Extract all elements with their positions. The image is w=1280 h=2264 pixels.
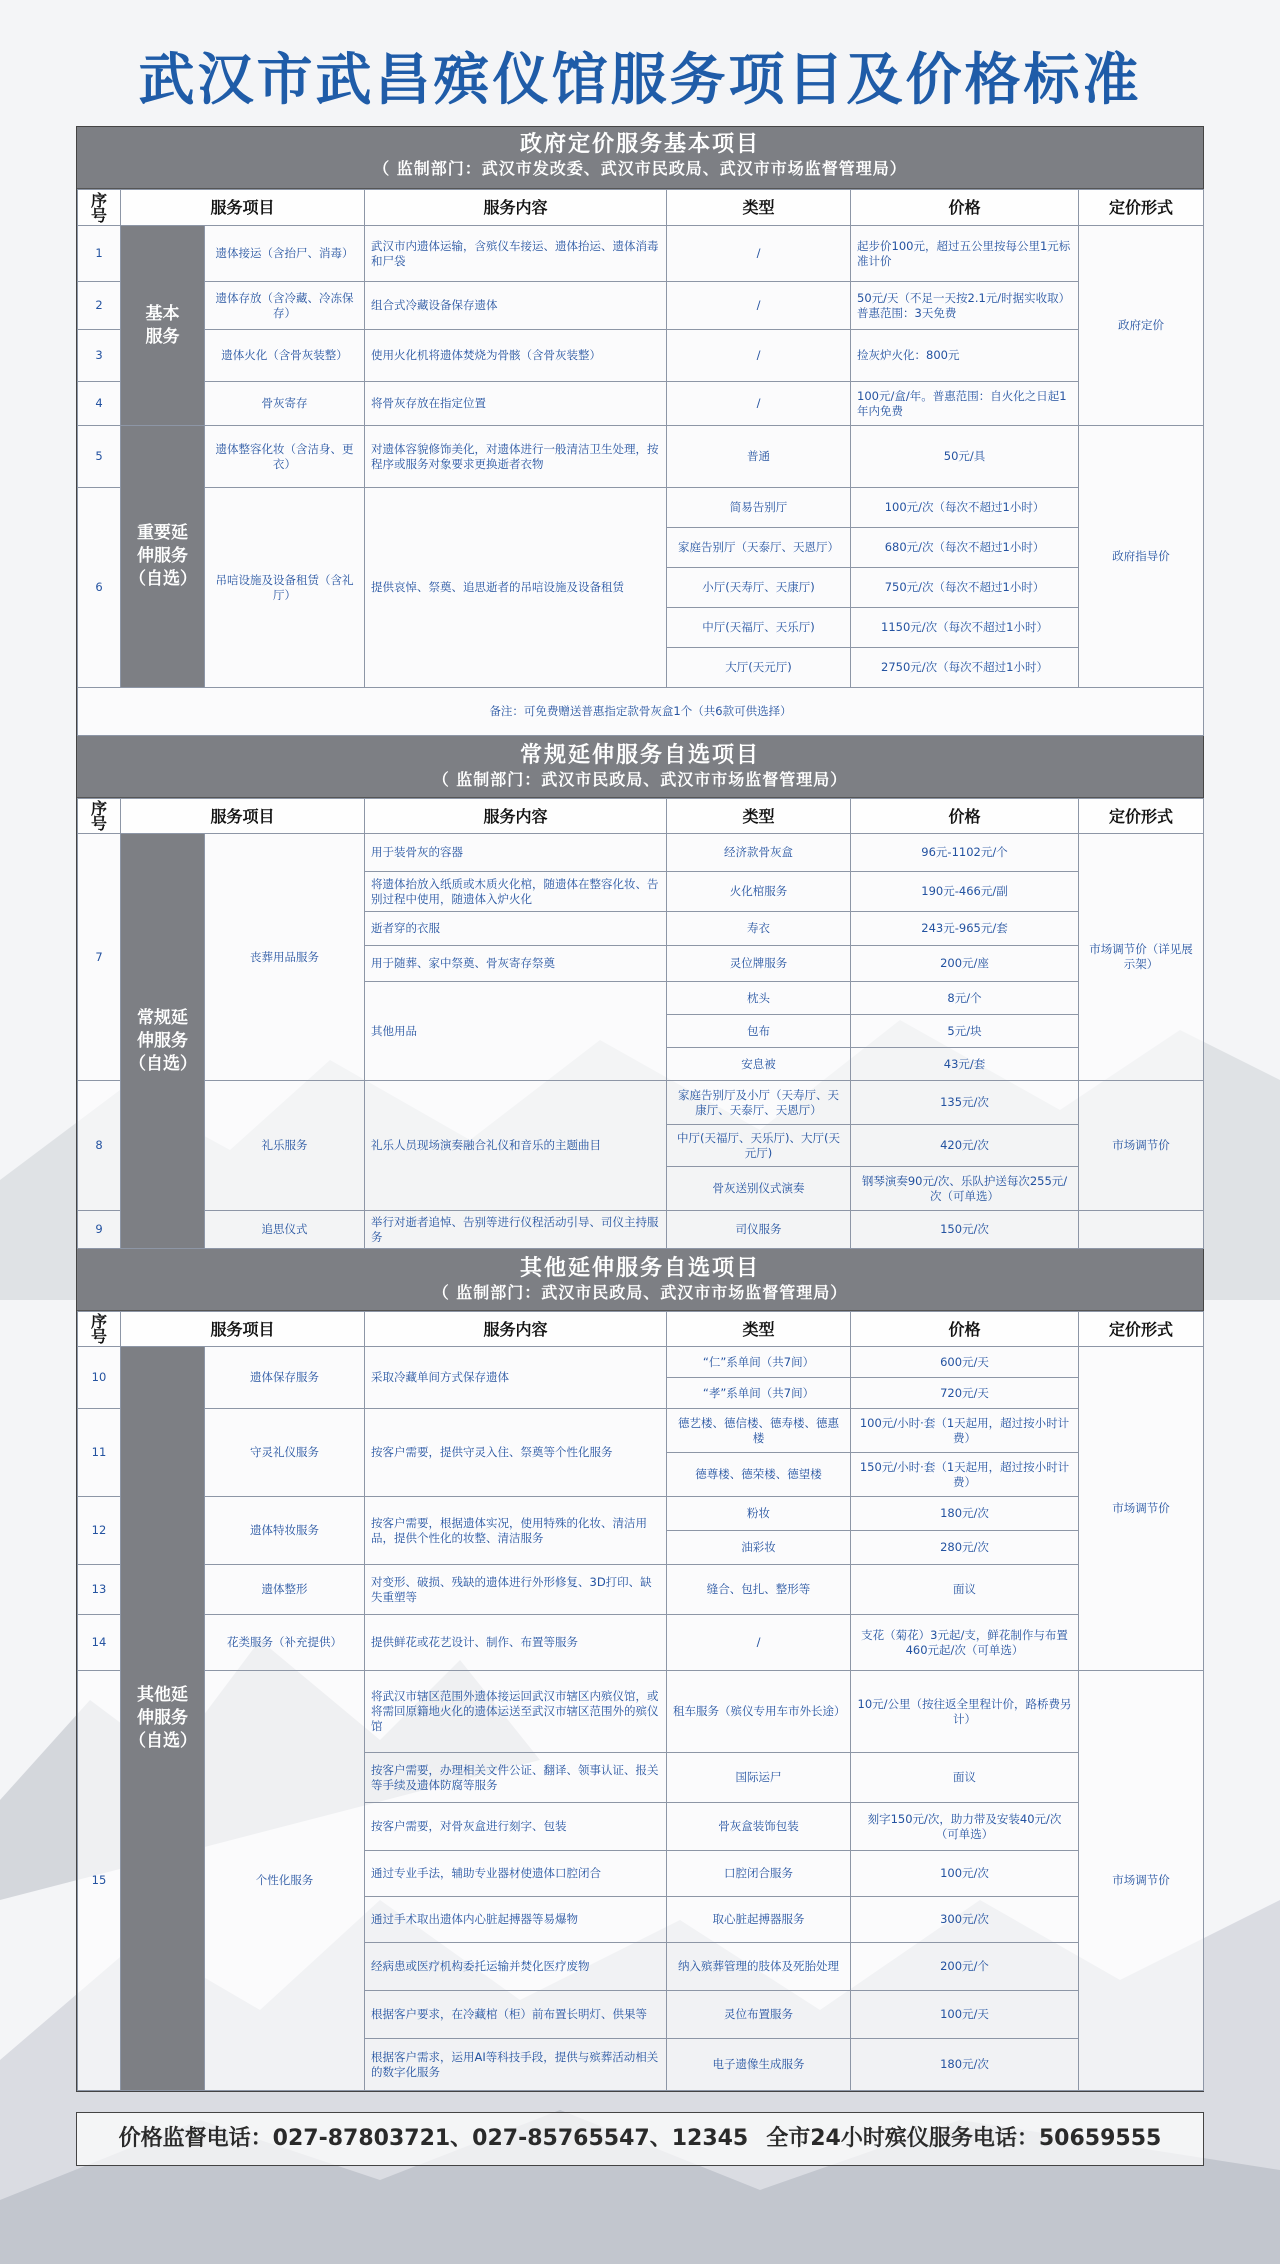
service-content: 根据客户需求，运用AI等科技手段，提供与殡葬活动相关的数字化服务 — [365, 2039, 667, 2091]
service-content: 将武汉市辖区范围外遗体接运回武汉市辖区内殡仪馆，或将需回原籍地火化的遗体运送至武汉市辖区范围外的殡仪馆 — [365, 1671, 667, 1753]
table-row — [78, 282, 1204, 330]
row-no: 13 — [78, 1565, 121, 1615]
service-price: 8元/个 — [851, 982, 1079, 1015]
table-row — [78, 688, 1204, 736]
header-type: 类型 — [667, 799, 851, 834]
service-item: 个性化服务 — [205, 1671, 365, 2091]
service-price: 96元-1102元/个 — [851, 834, 1079, 872]
service-item: 遗体整形 — [205, 1565, 365, 1615]
service-content: 按客户需要，办理相关文件公证、翻译、领事认证、报关等手续及遗体防腐等服务 — [365, 1753, 667, 1803]
service-item: 遗体保存服务 — [205, 1347, 365, 1409]
header-price: 价格 — [851, 1312, 1079, 1347]
service-type: 中厅(天福厅、天乐厅)、大厅(天元厅) — [667, 1125, 851, 1167]
service-content: 提供哀悼、祭奠、追思逝者的吊唁设施及设备租赁 — [365, 488, 667, 688]
section1-title: 政府定价服务基本项目 — [519, 132, 760, 157]
section1-subtitle: （ 监制部门：武汉市发改委、武汉市民政局、武汉市市场监督管理局） — [373, 159, 907, 178]
service-item: 丧葬用品服务 — [205, 834, 365, 1081]
row-no: 2 — [78, 282, 121, 330]
footer-contacts — [76, 2112, 1204, 2166]
service-price: 捡灰炉火化：800元 — [851, 330, 1079, 382]
service-type: / — [667, 382, 851, 426]
service-item: 守灵礼仪服务 — [205, 1409, 365, 1497]
price-sheet — [76, 126, 1204, 2092]
row-no: 5 — [78, 426, 121, 488]
service-price: 600元/天 — [851, 1347, 1079, 1378]
group-regular-extension: 常规延伸服务（自选） — [121, 834, 205, 1249]
service-type: 司仪服务 — [667, 1211, 851, 1249]
section2-title: 常规延伸服务自选项目 — [519, 743, 760, 768]
service-price: 100元/盒/年。普惠范围：自火化之日起1年内免费 — [851, 382, 1079, 426]
table-row — [78, 1497, 1204, 1531]
service-type: 取心脏起搏器服务 — [667, 1897, 851, 1943]
row-no: 9 — [78, 1211, 121, 1249]
table-row — [78, 1409, 1204, 1453]
pricing-form: 市场调节价 — [1079, 1347, 1204, 1671]
service-content: 武汉市内遗体运输，含殡仪车接运、遗体抬运、遗体消毒和尸袋 — [365, 226, 667, 282]
hall-price: 750元/次（每次不超过1小时） — [851, 568, 1079, 608]
service-content: 对遗体容貌修饰美化，对遗体进行一般清洁卫生处理，按程序或服务对象要求更换逝者衣物 — [365, 426, 667, 488]
header-item: 服务项目 — [121, 799, 365, 834]
hall-type: 小厅(天寿厅、天康厅) — [667, 568, 851, 608]
service-type: 德艺楼、德信楼、德寿楼、德惠楼 — [667, 1409, 851, 1453]
service-price: 300元/次 — [851, 1897, 1079, 1943]
service-type: 骨灰送别仪式演奏 — [667, 1167, 851, 1211]
service-content: 通过手术取出遗体内心脏起搏器等易爆物 — [365, 1897, 667, 1943]
service-content: 经病患或医疗机构委托运输并焚化医疗废物 — [365, 1943, 667, 1991]
table-row — [78, 426, 1204, 488]
service-price: 190元-466元/副 — [851, 872, 1079, 912]
service-content: 将遗体抬放入纸质或木质火化棺，随遗体在整容化妆、告别过程中使用，随遗体入炉火化 — [365, 872, 667, 912]
service-item: 骨灰寄存 — [205, 382, 365, 426]
service-price: 10元/公里（按往返全里程计价，路桥费另计） — [851, 1671, 1079, 1753]
service-price: 面议 — [851, 1565, 1079, 1615]
section1-table — [77, 189, 1204, 736]
service-type: / — [667, 1615, 851, 1671]
service-content: 组合式冷藏设备保存遗体 — [365, 282, 667, 330]
service-content: 用于装骨灰的容器 — [365, 834, 667, 872]
table-row — [78, 1565, 1204, 1615]
service-price: 243元-965元/套 — [851, 912, 1079, 946]
service-content: 按客户需要，根据遗体实况，使用特殊的化妆、清洁用品，提供个性化的妆整、清洁服务 — [365, 1497, 667, 1565]
service-type: 口腔闭合服务 — [667, 1851, 851, 1897]
service-content: 根据客户要求，在冷藏棺（柜）前布置长明灯、供果等 — [365, 1991, 667, 2039]
group-basic: 基本服务 — [121, 226, 205, 426]
service-price: 50元/天（不足一天按2.1元/时据实收取）普惠范围：3天免费 — [851, 282, 1079, 330]
service-item: 遗体接运（含抬尸、消毒） — [205, 226, 365, 282]
service-type: 灵位牌服务 — [667, 946, 851, 982]
service-type: / — [667, 226, 851, 282]
section3-subtitle: （ 监制部门：武汉市民政局、武汉市市场监督管理局） — [432, 1283, 848, 1302]
service-content: 将骨灰存放在指定位置 — [365, 382, 667, 426]
header-type: 类型 — [667, 190, 851, 226]
header-item: 服务项目 — [121, 190, 365, 226]
table-row — [78, 226, 1204, 282]
service-type: 租车服务（殡仪专用车市外长途） — [667, 1671, 851, 1753]
table-row — [78, 1347, 1204, 1378]
service-content: 对变形、破损、残缺的遗体进行外形修复、3D打印、缺失重塑等 — [365, 1565, 667, 1615]
service-price: 100元/次 — [851, 1851, 1079, 1897]
service-type: 家庭告别厅及小厅（天寿厅、天康厅、天泰厅、天恩厅） — [667, 1081, 851, 1125]
service-price: 720元/天 — [851, 1378, 1079, 1409]
service-content: 使用火化机将遗体焚烧为骨骸（含骨灰装整） — [365, 330, 667, 382]
service-price: 100元/天 — [851, 1991, 1079, 2039]
service-type: 火化棺服务 — [667, 872, 851, 912]
hall-type: 家庭告别厅（天泰厅、天恩厅） — [667, 528, 851, 568]
service-price: 150元/小时·套（1天起用，超过按小时计费） — [851, 1453, 1079, 1497]
header-price: 价格 — [851, 799, 1079, 834]
page-title: 武汉市武昌殡仪馆服务项目及价格标准 — [138, 47, 1142, 113]
service-type: 缝合、包扎、整形等 — [667, 1565, 851, 1615]
service-price: 200元/座 — [851, 946, 1079, 982]
row-no: 8 — [78, 1081, 121, 1211]
hall-price: 100元/次（每次不超过1小时） — [851, 488, 1079, 528]
group-other-extension: 其他延伸服务（自选） — [121, 1347, 205, 2091]
row-no: 3 — [78, 330, 121, 382]
service-type: 包布 — [667, 1015, 851, 1048]
pricing-form: 市场调节价 — [1079, 1081, 1204, 1211]
row-no: 6 — [78, 488, 121, 688]
service-price: 钢琴演奏90元/次、乐队护送每次255元/次（可单选） — [851, 1167, 1079, 1211]
service-content: 逝者穿的衣服 — [365, 912, 667, 946]
pricing-form: 市场调节价 — [1079, 1671, 1204, 2091]
service-item: 追思仪式 — [205, 1211, 365, 1249]
service-price: 5元/块 — [851, 1015, 1079, 1048]
service-price: 180元/次 — [851, 1497, 1079, 1531]
service-price: 100元/小时·套（1天起用，超过按小时计费） — [851, 1409, 1079, 1453]
service-type: “孝”系单间（共7间） — [667, 1378, 851, 1409]
section2-subtitle: （ 监制部门：武汉市民政局、武汉市市场监督管理局） — [432, 770, 848, 789]
service-type: 普通 — [667, 426, 851, 488]
section1-header — [77, 127, 1203, 189]
service-price: 刻字150元/次，助力带及安装40元/次（可单选） — [851, 1803, 1079, 1851]
hall-type: 大厅(天元厅) — [667, 648, 851, 688]
service-item: 吊唁设施及设备租赁（含礼厅） — [205, 488, 365, 688]
header-type: 类型 — [667, 1312, 851, 1347]
service-item: 遗体火化（含骨灰装整） — [205, 330, 365, 382]
service-price: 面议 — [851, 1753, 1079, 1803]
service-content: 其他用品 — [365, 982, 667, 1081]
remark-note: 备注：可免费赠送普惠指定款骨灰盒1个（共6款可供选择） — [78, 688, 1204, 736]
service-content: 按客户需要，提供守灵入住、祭奠等个性化服务 — [365, 1409, 667, 1497]
service-item: 礼乐服务 — [205, 1081, 365, 1211]
service-content: 采取冷藏单间方式保存遗体 — [365, 1347, 667, 1409]
service-item: 遗体特妆服务 — [205, 1497, 365, 1565]
pricing-form: 市场调节价（详见展示架） — [1079, 834, 1204, 1081]
service-content: 按客户需要，对骨灰盒进行刻字、包装 — [365, 1803, 667, 1851]
service-price: 280元/次 — [851, 1531, 1079, 1565]
service-price: 150元/次 — [851, 1211, 1079, 1249]
table-row — [78, 488, 1204, 528]
hall-price: 680元/次（每次不超过1小时） — [851, 528, 1079, 568]
service-item: 遗体存放（含冷藏、冷冻保存） — [205, 282, 365, 330]
service-type: 安息被 — [667, 1048, 851, 1081]
table-row — [78, 1615, 1204, 1671]
table-row — [78, 382, 1204, 426]
service-price: 50元/具 — [851, 426, 1079, 488]
pricing-form — [1079, 1211, 1204, 1249]
header-content: 服务内容 — [365, 1312, 667, 1347]
table-row — [78, 1081, 1204, 1125]
service-item: 花类服务（补充提供） — [205, 1615, 365, 1671]
group-important-extension: 重要延伸服务（自选） — [121, 426, 205, 688]
header-no: 序号 — [78, 799, 121, 834]
funeral-service-hotline: 全市24小时殡仪服务电话：50659555 — [766, 2126, 1162, 2151]
hall-type: 简易告别厅 — [667, 488, 851, 528]
row-no: 14 — [78, 1615, 121, 1671]
service-content: 用于随葬、家中祭奠、骨灰寄存祭奠 — [365, 946, 667, 982]
header-content: 服务内容 — [365, 190, 667, 226]
service-type: 粉妆 — [667, 1497, 851, 1531]
service-type: 寿衣 — [667, 912, 851, 946]
row-no: 7 — [78, 834, 121, 1081]
header-item: 服务项目 — [121, 1312, 365, 1347]
service-price: 43元/套 — [851, 1048, 1079, 1081]
service-type: 纳入殡葬管理的肢体及死胎处理 — [667, 1943, 851, 1991]
table-row — [78, 1671, 1204, 1753]
service-type: / — [667, 282, 851, 330]
hall-type: 中厅(天福厅、天乐厅) — [667, 608, 851, 648]
service-type: 骨灰盒装饰包装 — [667, 1803, 851, 1851]
service-price: 200元/个 — [851, 1943, 1079, 1991]
row-no: 4 — [78, 382, 121, 426]
row-no: 1 — [78, 226, 121, 282]
hall-price: 2750元/次（每次不超过1小时） — [851, 648, 1079, 688]
service-price: 180元/次 — [851, 2039, 1079, 2091]
service-type: 电子遗像生成服务 — [667, 2039, 851, 2091]
pricing-form: 政府定价 — [1079, 226, 1204, 426]
hall-price: 1150元/次（每次不超过1小时） — [851, 608, 1079, 648]
service-type: 灵位布置服务 — [667, 1991, 851, 2039]
section3-header — [77, 1249, 1203, 1311]
table-row — [78, 330, 1204, 382]
header-no: 序号 — [78, 1312, 121, 1347]
row-no: 10 — [78, 1347, 121, 1409]
service-price: 135元/次 — [851, 1081, 1079, 1125]
price-supervision-phones: 价格监督电话：027-87803721、027-85765547、12345 — [118, 2126, 749, 2151]
service-item: 遗体整容化妆（含洁身、更衣） — [205, 426, 365, 488]
service-type: 经济款骨灰盒 — [667, 834, 851, 872]
service-price: 420元/次 — [851, 1125, 1079, 1167]
row-no: 11 — [78, 1409, 121, 1497]
service-content: 举行对逝者追悼、告别等进行仪程活动引导、司仪主持服务 — [365, 1211, 667, 1249]
section3-title: 其他延伸服务自选项目 — [519, 1256, 760, 1281]
section2-table — [77, 798, 1204, 1249]
table-row — [78, 834, 1204, 872]
service-price: 支花（菊花）3元起/支，鲜花制作与布置460元起/次（可单选） — [851, 1615, 1079, 1671]
section2-header — [77, 736, 1203, 798]
section3-table — [77, 1311, 1204, 2091]
service-type: 油彩妆 — [667, 1531, 851, 1565]
service-type: 德尊楼、德荣楼、德望楼 — [667, 1453, 851, 1497]
row-no: 12 — [78, 1497, 121, 1565]
header-no: 序号 — [78, 190, 121, 226]
service-content: 提供鲜花或花艺设计、制作、布置等服务 — [365, 1615, 667, 1671]
service-price: 起步价100元，超过五公里按每公里1元标准计价 — [851, 226, 1079, 282]
header-content: 服务内容 — [365, 799, 667, 834]
header-form: 定价形式 — [1079, 1312, 1204, 1347]
service-content: 通过专业手法，辅助专业器材使遗体口腔闭合 — [365, 1851, 667, 1897]
pricing-form: 政府指导价 — [1079, 426, 1204, 688]
table-row — [78, 1211, 1204, 1249]
header-form: 定价形式 — [1079, 799, 1204, 834]
service-content: 礼乐人员现场演奏融合礼仪和音乐的主题曲目 — [365, 1081, 667, 1211]
service-type: “仁”系单间（共7间） — [667, 1347, 851, 1378]
row-no: 15 — [78, 1671, 121, 2091]
service-type: / — [667, 330, 851, 382]
service-type: 国际运尸 — [667, 1753, 851, 1803]
header-form: 定价形式 — [1079, 190, 1204, 226]
service-type: 枕头 — [667, 982, 851, 1015]
header-price: 价格 — [851, 190, 1079, 226]
